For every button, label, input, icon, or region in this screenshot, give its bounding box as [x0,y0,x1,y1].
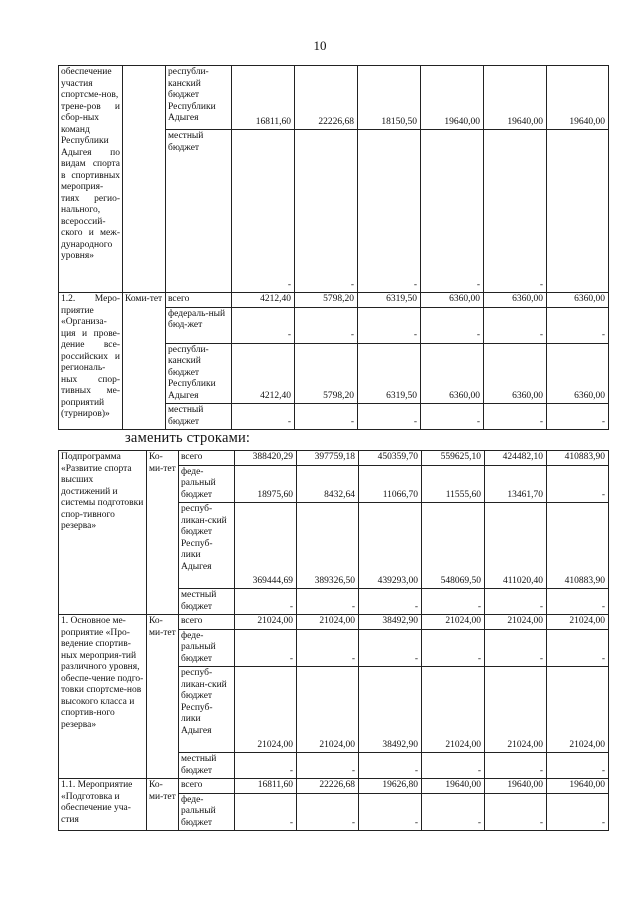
value-cell: - [295,404,358,430]
replace-caption: заменить строками: [125,430,251,446]
value-cell: - [358,404,421,430]
budget-label: всего [179,451,235,466]
value-cell: 6360,00 [547,343,609,404]
value-cell: - [235,629,297,667]
value-cell: 8432,64 [297,465,359,503]
budget-label: местный бюджет [166,130,232,293]
value-cell: 21024,00 [235,615,297,630]
budget-label: всего [179,779,235,794]
value-cell: - [422,589,485,615]
budget-label: республи-канский бюджет Республики Адыгея [166,343,232,404]
budget-label: федераль-ный бюд-жет [166,307,232,343]
value-cell: - [485,629,547,667]
value-cell: - [547,793,609,831]
value-cell: - [485,753,547,779]
value-cell: 450359,70 [359,451,422,466]
top-table [58,65,609,430]
executor-cell: Ко-ми-тет [147,615,179,779]
budget-label: местный бюджет [179,589,235,615]
value-cell: 18975,60 [235,465,297,503]
value-cell: 5798,20 [295,293,358,308]
executor-cell [123,66,166,293]
value-cell: - [359,793,422,831]
activity-name-cell: 1.2. Меро-приятие «Организа-ция и прове-дение все-российских и региональ-ных спор-тивных ме-роприятий (турниров)» [59,293,123,430]
value-cell: - [422,629,485,667]
value-cell: - [235,753,297,779]
value-cell: 11066,70 [359,465,422,503]
value-cell: - [547,629,609,667]
budget-label: феде-ральный бюджет [179,465,235,503]
value-cell: 6319,50 [358,293,421,308]
table-row [59,779,609,794]
value-cell: - [547,589,609,615]
value-cell: 13461,70 [485,465,547,503]
value-cell: 21024,00 [422,615,485,630]
table-row [59,293,609,308]
table-row [59,66,609,130]
budget-label: всего [166,293,232,308]
value-cell: - [422,793,485,831]
value-cell: 16811,60 [232,66,295,130]
value-cell: - [232,307,295,343]
value-cell: 21024,00 [297,667,359,753]
value-cell: - [232,130,295,293]
value-cell: 388420,29 [235,451,297,466]
value-cell: - [484,404,547,430]
value-cell: 11555,60 [422,465,485,503]
value-cell: 424482,10 [485,451,547,466]
value-cell: - [547,404,609,430]
value-cell: 16811,60 [235,779,297,794]
value-cell: 22226,68 [297,779,359,794]
value-cell: 548069,50 [422,503,485,589]
value-cell: - [232,404,295,430]
value-cell: 559625,10 [422,451,485,466]
value-cell: 19640,00 [547,779,609,794]
bottom-table [58,450,609,831]
value-cell: 397759,18 [297,451,359,466]
value-cell: - [484,130,547,293]
value-cell: - [358,307,421,343]
value-cell: 21024,00 [485,615,547,630]
value-cell: 389326,50 [297,503,359,589]
value-cell: 410883,90 [547,451,609,466]
value-cell: 21024,00 [547,667,609,753]
value-cell: 21024,00 [235,667,297,753]
value-cell: - [235,793,297,831]
value-cell: 21024,00 [297,615,359,630]
value-cell: 6319,50 [358,343,421,404]
value-cell: 410883,90 [547,503,609,589]
value-cell: - [359,753,422,779]
activity-name-cell: Подпрограмма «Развитие спорта высших достижений и системы подготовки спор-тивного резерва» [59,451,147,615]
value-cell: 38492,90 [359,667,422,753]
value-cell: - [547,307,609,343]
value-cell: 18150,50 [358,66,421,130]
budget-label: республи-канский бюджет Республики Адыгея [166,66,232,130]
value-cell: 6360,00 [421,343,484,404]
table-row [59,451,609,466]
executor-cell: Ко-ми-тет [147,779,179,831]
budget-label: местный бюджет [166,404,232,430]
value-cell: - [359,629,422,667]
value-cell: - [358,130,421,293]
value-cell: - [485,793,547,831]
value-cell: 6360,00 [547,293,609,308]
activity-name-cell: обеспечение участия спортсме-нов, трене-ров и сбор-ных команд Республики Адыгея по видам спорта в спортивных мероприя-тиях регио-нального, всероссий-ского и меж-дународного уровня» [59,66,123,293]
value-cell: 21024,00 [547,615,609,630]
value-cell: - [422,753,485,779]
value-cell: - [297,793,359,831]
value-cell: 21024,00 [422,667,485,753]
value-cell: - [547,753,609,779]
value-cell: 4212,40 [232,293,295,308]
value-cell: - [297,589,359,615]
value-cell: - [421,130,484,293]
table-row [59,615,609,630]
value-cell: - [295,130,358,293]
value-cell: - [421,404,484,430]
value-cell: 19640,00 [484,66,547,130]
budget-label: респуб-ликан-ский бюджет Респуб-лики Адыгея [179,503,235,589]
budget-label: местный бюджет [179,753,235,779]
value-cell: - [547,465,609,503]
value-cell: 19640,00 [421,66,484,130]
value-cell: 21024,00 [485,667,547,753]
value-cell: 19640,00 [485,779,547,794]
value-cell: 439293,00 [359,503,422,589]
executor-cell: Ко-ми-тет [147,451,179,615]
executor-cell: Коми-тет [123,293,166,430]
value-cell: - [485,589,547,615]
value-cell: - [359,589,422,615]
value-cell: - [421,307,484,343]
budget-label: феде-ральный бюджет [179,793,235,831]
value-cell: 19640,00 [422,779,485,794]
value-cell: 4212,40 [232,343,295,404]
value-cell: 5798,20 [295,343,358,404]
page-number: 10 [313,38,327,53]
value-cell: 6360,00 [484,293,547,308]
value-cell: 38492,90 [359,615,422,630]
value-cell: 6360,00 [421,293,484,308]
value-cell: 6360,00 [484,343,547,404]
value-cell [547,130,609,293]
value-cell: 19640,00 [547,66,609,130]
budget-label: феде-ральный бюджет [179,629,235,667]
budget-label: респуб-ликан-ский бюджет Респуб-лики Адыгея [179,667,235,753]
value-cell: - [297,629,359,667]
activity-name-cell: 1. Основное ме-роприятие «Про-ведение спортив-ных мероприя-тий различного уровня, обеспе-чение подго-товки спортсме-нов высокого класса и спортив-ного резерва» [59,615,147,779]
value-cell: 411020,40 [485,503,547,589]
activity-name-cell: 1.1. Мероприятие «Подготовка и обеспечение уча-стия [59,779,147,831]
value-cell: 19626,80 [359,779,422,794]
value-cell: 369444,69 [235,503,297,589]
value-cell: - [235,589,297,615]
value-cell: - [297,753,359,779]
budget-label: всего [179,615,235,630]
value-cell: 22226,68 [295,66,358,130]
value-cell: - [295,307,358,343]
value-cell: - [484,307,547,343]
